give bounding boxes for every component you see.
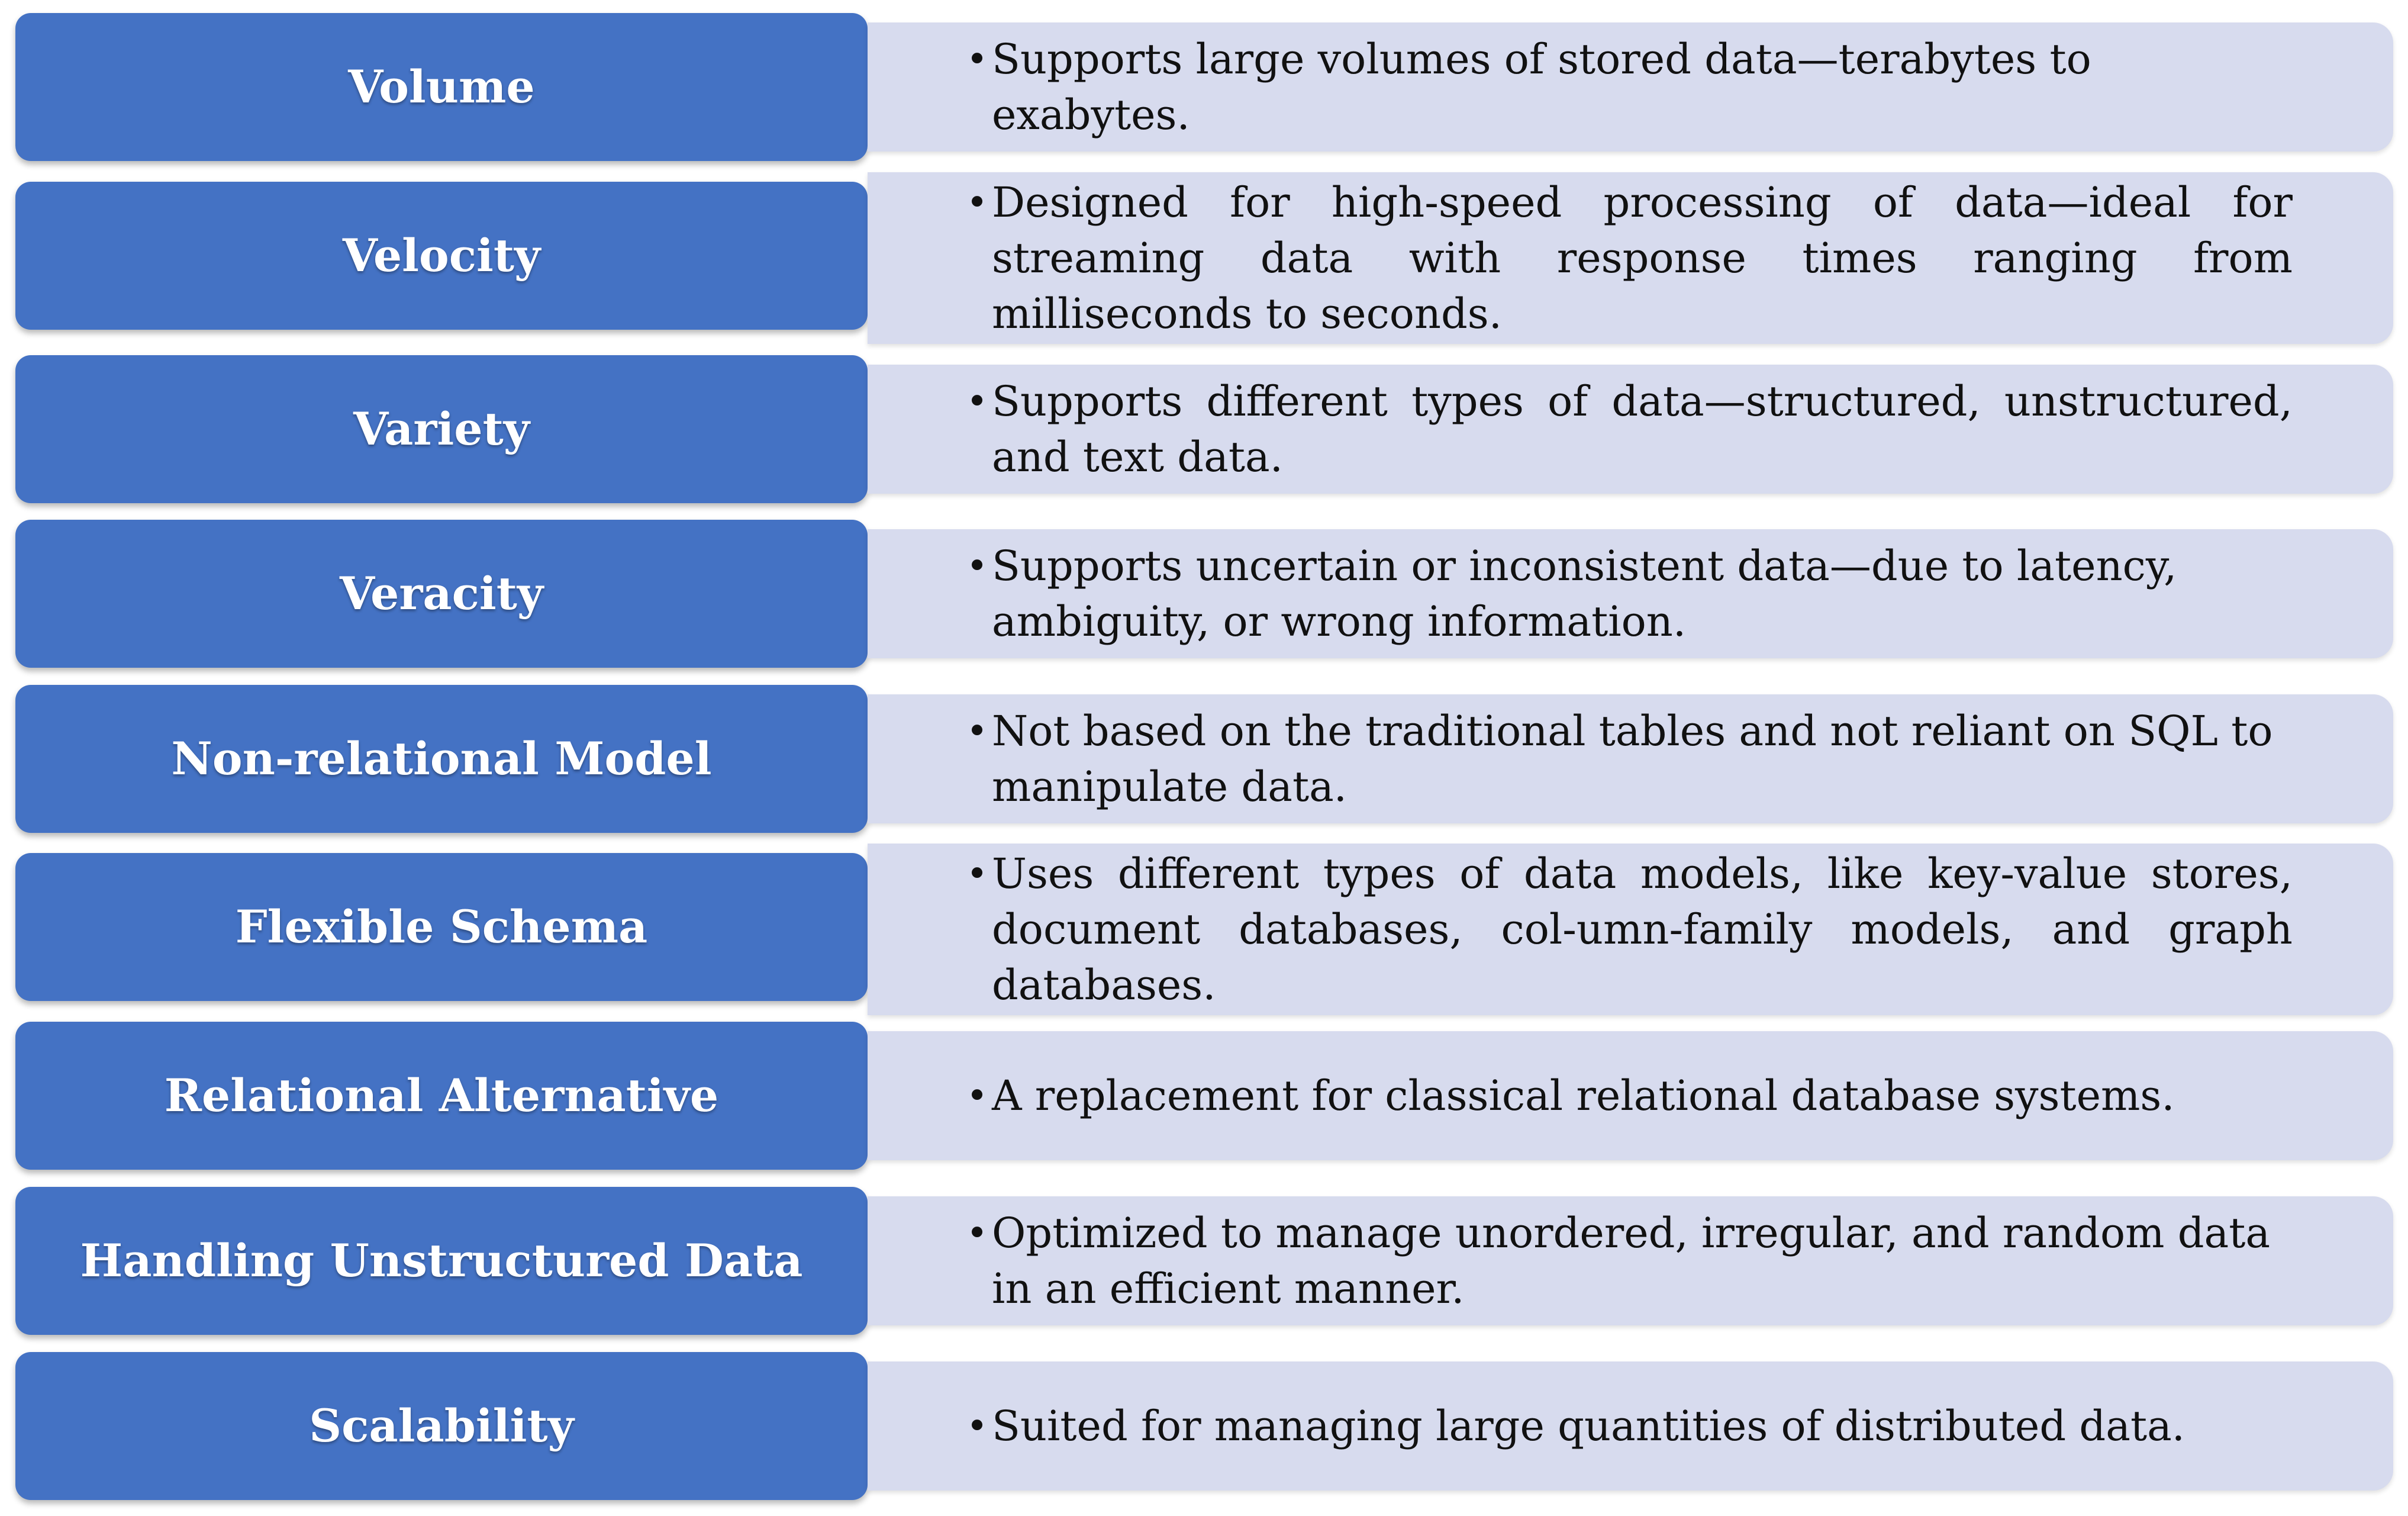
row-variety	[0, 355, 2408, 509]
row-label: Flexible Schema	[235, 900, 648, 954]
bullet-icon: •	[966, 852, 988, 895]
row-label: Relational Alternative	[164, 1069, 719, 1122]
label-box	[15, 1187, 868, 1335]
row-description: Uses different types of data models, like key-value stores, document databases, col-umn-family models, and graph databases.	[992, 849, 2293, 1009]
bullet-icon: •	[966, 544, 988, 587]
label-box	[15, 685, 868, 833]
row-label: Veracity	[339, 567, 544, 620]
bullet-icon: •	[966, 709, 988, 752]
description-box	[868, 22, 2393, 152]
row-description: Suited for managing large quantities of distributed data.	[992, 1402, 2185, 1450]
label-box	[15, 355, 868, 503]
row-description: A replacement for classical relational database systems.	[992, 1071, 2175, 1120]
description-box	[868, 1196, 2393, 1325]
bullet-icon: •	[966, 1074, 988, 1117]
row-description: Supports different types of data—structured, unstructured, and text data.	[992, 377, 2293, 481]
row-description: Optimized to manage unordered, irregular, and random data in an efficient manner.	[992, 1209, 2271, 1313]
row-description: Designed for high-speed processing of data—ideal for streaming data with response times ranging from milliseconds to seconds.	[992, 178, 2293, 338]
row-flexible-schema	[0, 849, 2408, 1009]
label-box	[15, 13, 868, 161]
row-label: Non-relational Model	[171, 732, 712, 786]
row-veracity	[0, 520, 2408, 674]
description-box	[868, 1361, 2393, 1491]
bullet-icon: •	[966, 379, 988, 423]
description-box	[868, 172, 2393, 344]
row-label: Scalability	[309, 1399, 574, 1453]
bullet-icon: •	[966, 37, 988, 81]
row-non-relational-model	[0, 685, 2408, 839]
row-description: Supports uncertain or inconsistent data—due to latency, ambiguity, or wrong information.	[992, 542, 2177, 646]
row-relational-alternative	[0, 1022, 2408, 1176]
label-box	[15, 520, 868, 668]
bullet-icon: •	[966, 1404, 988, 1447]
description-box	[868, 1031, 2393, 1160]
row-label: Volume	[348, 60, 535, 114]
label-box	[15, 1352, 868, 1500]
description-box	[868, 365, 2393, 494]
description-box	[868, 844, 2393, 1015]
row-handling-unstructured-data	[0, 1187, 2408, 1341]
description-box	[868, 694, 2393, 823]
description-box	[868, 529, 2393, 658]
label-box	[15, 1022, 868, 1170]
row-scalability	[0, 1352, 2408, 1506]
row-volume	[0, 13, 2408, 167]
bullet-icon: •	[966, 181, 988, 224]
row-label: Velocity	[342, 229, 541, 282]
row-description: Supports large volumes of stored data—terabytes to exabytes.	[992, 35, 2091, 139]
label-box	[15, 853, 868, 1001]
row-velocity	[0, 178, 2408, 338]
row-description: Not based on the traditional tables and not reliant on SQL to manipulate data.	[992, 707, 2273, 811]
label-box	[15, 182, 868, 330]
row-label: Variety	[353, 403, 530, 456]
bullet-icon: •	[966, 1211, 988, 1254]
row-label: Handling Unstructured Data	[80, 1234, 803, 1288]
